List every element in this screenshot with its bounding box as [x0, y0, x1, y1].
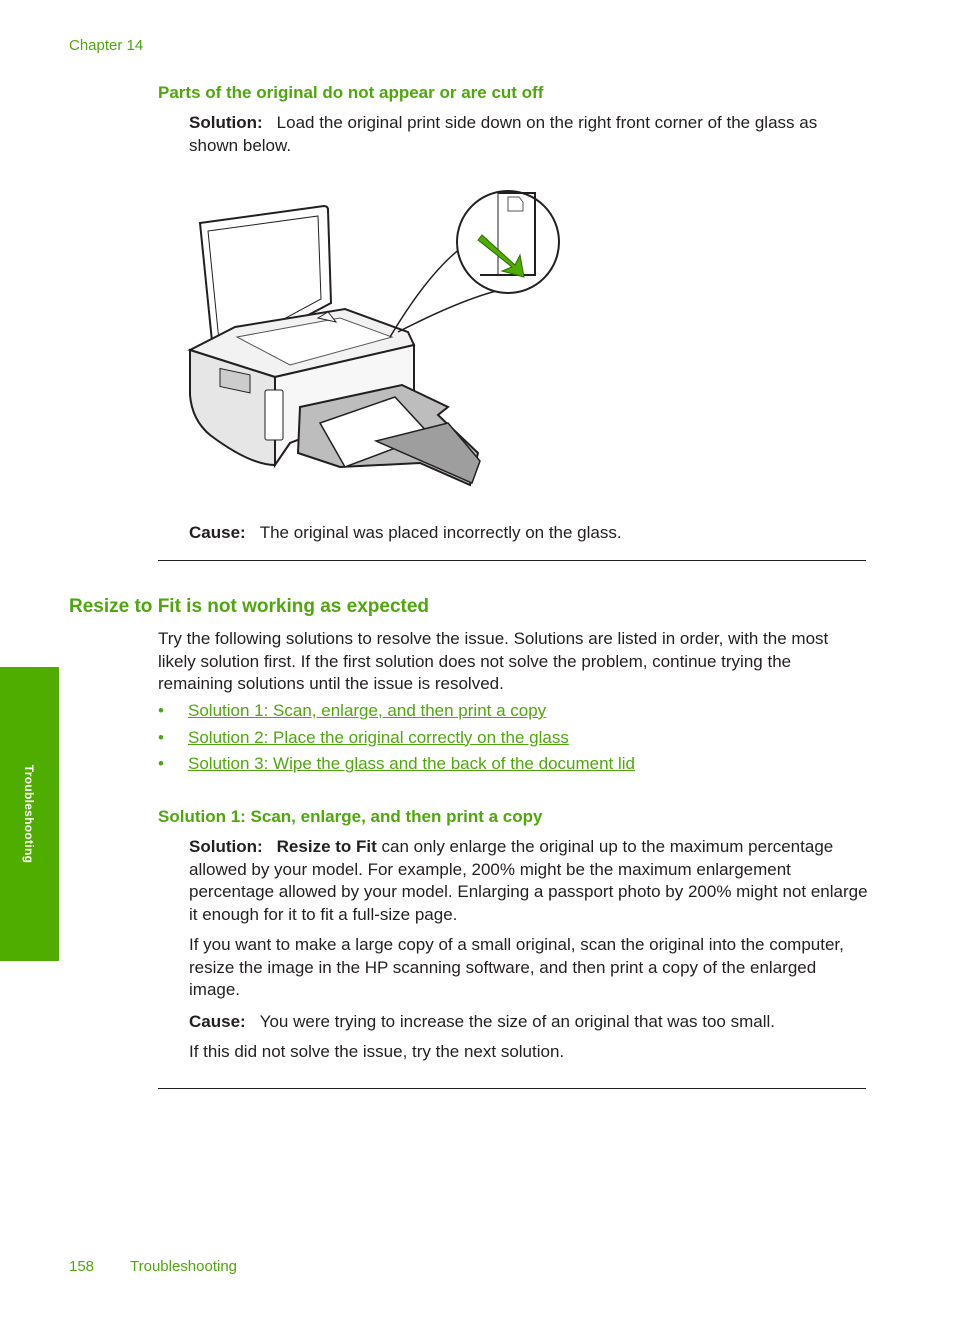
list-item: • Solution 3: Wipe the glass and the back of the document lid [158, 754, 635, 773]
cause-label: Cause: [189, 1012, 246, 1031]
cause-paragraph [189, 522, 622, 545]
solution-text: Load the original print side down on the right front corner of the glass as shown below. [189, 113, 818, 155]
solution-1-text: can only enlarge the original up to the maximum percentage allowed by your model. For example, 200% might be the maximum enlargement percentage allowed by your model. Enlarging a passport photo by 200% might not enlarge it enough for it to fit a full-size page. [189, 837, 868, 924]
chapter-label: Chapter 14 [69, 37, 144, 54]
solution-3-link[interactable]: Solution 3: Wipe the glass and the back of the document lid [188, 754, 635, 773]
intro-paragraph: Try the following solutions to resolve the issue. Solutions are listed in order, with the most likely solution first. If the first solution does not solve the problem, continue trying the remaining solutions until the issue is resolved. [158, 629, 829, 693]
sub-heading-solution-1: Solution 1: Scan, enlarge, and then print a copy [158, 807, 543, 826]
resize-to-fit-term: Resize to Fit [276, 837, 377, 856]
cause-text-2: You were trying to increase the size of an original that was too small. [259, 1012, 775, 1031]
side-tab-label: Troubleshooting [22, 764, 36, 864]
solution-label: Solution: [189, 113, 263, 132]
section-heading-cut-off: Parts of the original do not appear or are cut off [158, 83, 544, 102]
cause-paragraph-2 [189, 1011, 775, 1034]
solution-label: Solution: [189, 837, 263, 856]
printer-illustration [180, 185, 570, 490]
side-tab [0, 667, 59, 961]
footer-section-label: Troubleshooting [130, 1258, 238, 1275]
section-divider [158, 1088, 866, 1089]
list-item: • Solution 2: Place the original correctly on the glass [158, 727, 569, 747]
cause-text: The original was placed incorrectly on the glass. [259, 523, 622, 542]
page-number: 158 [69, 1258, 95, 1275]
section-divider [158, 560, 866, 561]
solution-links-list [158, 701, 635, 781]
cause-label: Cause: [189, 523, 246, 542]
solution-paragraph [189, 112, 869, 157]
list-item: • Solution 1: Scan, enlarge, and then print a copy [158, 701, 547, 720]
scan-instructions-paragraph: If you want to make a large copy of a small original, scan the original into the computer, resize the image in the HP scanning software, and then print a copy of the enlarged image. [189, 935, 844, 999]
solution-1-link[interactable]: Solution 1: Scan, enlarge, and then print a copy [188, 701, 547, 720]
solution-1-paragraph [189, 836, 869, 926]
solution-2-link[interactable]: Solution 2: Place the original correctly on the glass [188, 727, 569, 747]
section-heading-resize: Resize to Fit is not working as expected [69, 596, 430, 617]
next-solution-note: If this did not solve the issue, try the next solution. [189, 1042, 565, 1061]
